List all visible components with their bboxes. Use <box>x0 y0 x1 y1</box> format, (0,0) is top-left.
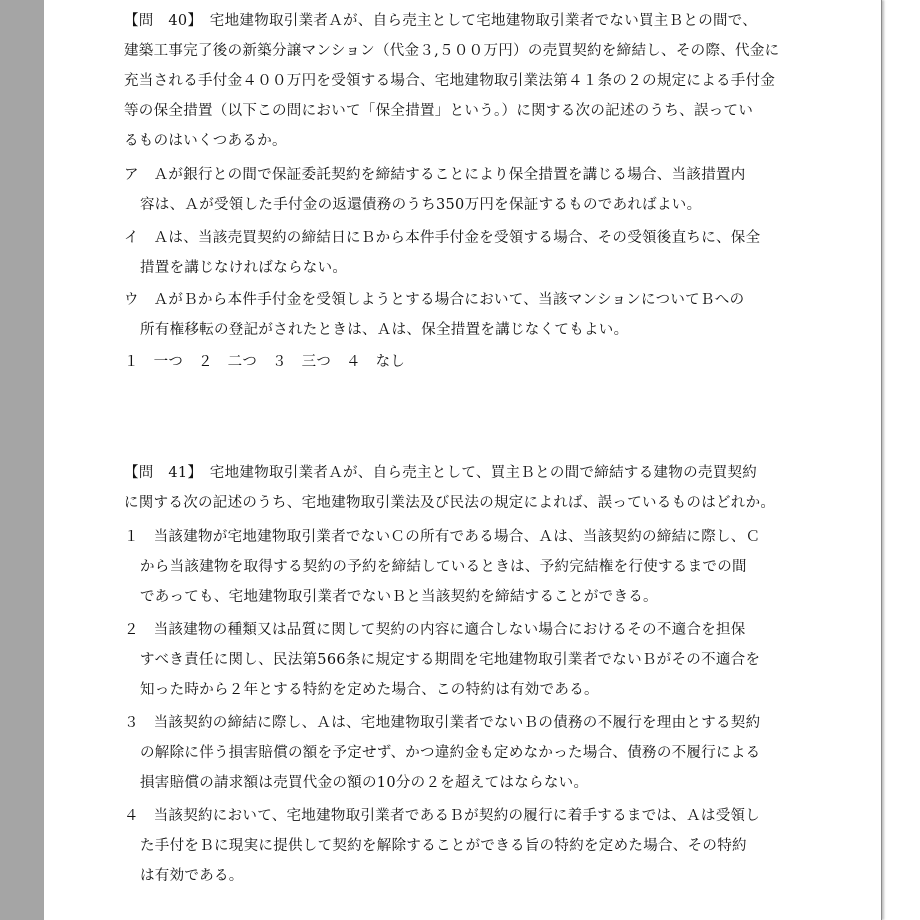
question-40-stem-line: るものはいくつあるか。 <box>124 133 287 149</box>
option-line: ４ 当該契約において、宅地建物取引業者であるＢが契約の履行に着手するまでは、Ａは受領し <box>124 808 761 824</box>
option-line: イ Ａは、当該売買契約の締結日にＢから本件手付金を受領する場合、その受領後直ちに、保全 <box>124 230 761 246</box>
question-40-answer-choices: １ 一つ ２ 二つ ３ 三つ ４ なし <box>124 354 406 370</box>
question-40-stem-line: 【問 40】 宅地建物取引業者Ａが、自ら売主として宅地建物取引業者でない買主Ｂとの間で、 <box>124 13 758 29</box>
option-line: すべき責任に関し、民法第566条に規定する期間を宅地建物取引業者でないＢがその不適合を <box>140 652 761 668</box>
option-line: 容は、Ａが受領した手付金の返還債務のうち350万円を保証するものであればよい。 <box>140 197 702 213</box>
question-41-stem-line: に関する次の記述のうち、宅地建物取引業法及び民法の規定によれば、誤っているものはどれか。 <box>124 495 776 511</box>
option-line: 損害賠償の請求額は売買代金の額の10分の２を超えてはならない。 <box>140 775 589 791</box>
viewer-gutter-left <box>0 0 44 920</box>
option-line: た手付をＢに現実に提供して契約を解除することができる旨の特約を定めた場合、その特約 <box>140 838 747 854</box>
option-line: であっても、宅地建物取引業者でないＢと当該契約を締結することができる。 <box>140 589 658 605</box>
option-line: 措置を講じなければならない。 <box>140 260 348 276</box>
question-40-stem-line: 等の保全措置（以下この問において「保全措置」という。）に関する次の記述のうち、誤ってい <box>124 103 754 119</box>
option-line: 所有権移転の登記がされたときは、Ａは、保全措置を講じなくてもよい。 <box>140 322 629 338</box>
option-line: ウ ＡがＢから本件手付金を受領しようとする場合において、当該マンションについてＢへの <box>124 292 745 308</box>
option-line: １ 当該建物が宅地建物取引業者でないＣの所有である場合、Ａは、当該契約の締結に際し、Ｃ <box>124 529 761 545</box>
option-line: ア Ａが銀行との間で保証委託契約を締結することにより保全措置を講じる場合、当該措置内 <box>124 167 746 183</box>
question-40-stem-line: 建築工事完了後の新築分譲マンション（代金３,５００万円）の売買契約を締結し、その際、代金に <box>124 43 780 59</box>
option-line: 知った時から２年とする特約を定めた場合、この特約は有効である。 <box>140 682 599 698</box>
option-line: ３ 当該契約の締結に際し、Ａは、宅地建物取引業者でないＢの債務の不履行を理由とする契約 <box>124 715 761 731</box>
option-line: の解除に伴う損害賠償の額を予定せず、かつ違約金も定めなかった場合、債務の不履行による <box>140 745 761 761</box>
document-page <box>44 0 882 920</box>
option-line: から当該建物を取得する契約の予約を締結しているときは、予約完結権を行使するまでの間 <box>140 559 747 575</box>
question-40-stem-line: 充当される手付金４００万円を受領する場合、宅地建物取引業法第４１条の２の規定による手付金 <box>124 73 776 89</box>
viewer-gutter-right <box>882 0 920 920</box>
option-line: ２ 当該建物の種類又は品質に関して契約の内容に適合しない場合におけるその不適合を担保 <box>124 622 746 638</box>
question-41-stem-line: 【問 41】 宅地建物取引業者Ａが、自ら売主として、買主Ｂとの間で締結する建物の売買契約 <box>124 465 758 481</box>
option-line: は有効である。 <box>140 868 244 884</box>
